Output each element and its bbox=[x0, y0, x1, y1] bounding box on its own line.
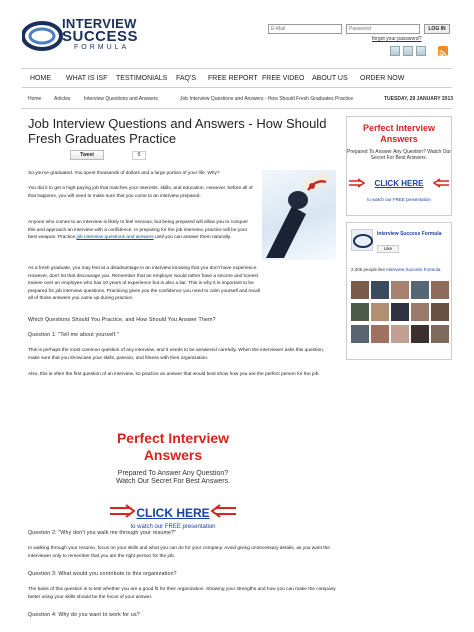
tweet-button[interactable]: Tweet bbox=[70, 150, 104, 160]
breadcrumb-articles[interactable]: Articles bbox=[54, 96, 71, 102]
question-heading: Question 3: What would you contribute to this organization? bbox=[28, 571, 177, 577]
fan-avatar[interactable] bbox=[431, 325, 449, 343]
sidebar-ad-subtitle: Prepared To Answer Any Question? Watch Our Secret For Best Answers. bbox=[347, 149, 451, 161]
article-paragraph: Anyone who comes to an interview is likely to feel nervous, but being prepared will allow you to conquer this and approach an interview with a confidence. In preparing for the job interview, practice will be your best weapon. Practice job interview questions and answers until you can answer them naturally. bbox=[28, 220, 248, 241]
graduation-image bbox=[262, 170, 336, 260]
forgot-password-link[interactable]: forgot your password? bbox=[372, 36, 422, 42]
fan-avatar[interactable] bbox=[391, 303, 409, 321]
fan-avatar[interactable] bbox=[411, 325, 429, 343]
logo-line-3: FORMULA bbox=[74, 44, 130, 51]
fan-avatar[interactable] bbox=[371, 325, 389, 343]
question-heading: Question 1: "Tell me about yourself." bbox=[28, 332, 119, 338]
article-paragraph: You did it to get a high-paying job that matches your interests, skills, and education. However, before all of that happens, you will need to make sure that you come to an interview prepared. bbox=[28, 186, 253, 199]
fan-avatar[interactable] bbox=[431, 303, 449, 321]
login-button[interactable]: LOG IN bbox=[424, 24, 450, 34]
print-icon[interactable] bbox=[416, 46, 426, 56]
bookmark-icon[interactable] bbox=[403, 46, 413, 56]
main-nav bbox=[22, 68, 452, 88]
fan-avatar[interactable] bbox=[411, 303, 429, 321]
article-title: Job Interview Questions and Answers - How Should Fresh Graduates Practice bbox=[28, 116, 327, 146]
question-heading: Question 2: "Why don't you walk me through your resume?" bbox=[28, 530, 177, 536]
fan-avatar[interactable] bbox=[391, 281, 409, 299]
job-interview-link[interactable]: job interview questions and answers bbox=[76, 235, 154, 241]
nav-item-free-video[interactable]: FREE VIDEO bbox=[262, 75, 305, 82]
fan-avatar[interactable] bbox=[351, 303, 369, 321]
question-heading: Question 4: Why do you want to work for us? bbox=[28, 612, 140, 618]
fan-avatar[interactable] bbox=[431, 281, 449, 299]
article-paragraph: As a fresh graduate, you may feel at a disadvantage in an interview knowing that you don't have experience. However, don't let that discourage you. Remember that an employer would rather have a sincere and honest trainee over an employee who has 10 years of experience but is also a liar. This is why it is important to be prepared for job interview questions. Practicing gives you the confidence you need to calm yourself and recall all of those answers you came up during practice. bbox=[28, 266, 260, 302]
section-heading: Which Questions Should You Practice, and How Should You Answer Them? bbox=[28, 317, 216, 323]
breadcrumb-home[interactable]: Home bbox=[28, 96, 42, 102]
nav-item-order-now[interactable]: ORDER NOW bbox=[360, 75, 405, 82]
ad-subtitle: Prepared To Answer Any Question? Watch Our Secret For Best Answers. bbox=[115, 470, 231, 485]
current-date: TUESDAY, 29 JANUARY 2013 bbox=[384, 96, 454, 102]
nav-item-what-is-isf[interactable]: WHAT IS ISF bbox=[66, 75, 108, 82]
facebook-page-logo[interactable] bbox=[351, 229, 373, 251]
nav-item-about-us[interactable]: ABOUT US bbox=[312, 75, 348, 82]
fan-avatar[interactable] bbox=[411, 281, 429, 299]
tweet-count: 0 bbox=[132, 151, 146, 160]
fan-avatar[interactable] bbox=[351, 325, 369, 343]
facebook-page-name[interactable]: Interview Success Formula bbox=[377, 231, 442, 237]
fan-avatar[interactable] bbox=[391, 325, 409, 343]
email-field[interactable] bbox=[268, 24, 342, 34]
nav-item-faqs[interactable]: FAQ'S bbox=[176, 75, 197, 82]
breadcrumb bbox=[22, 93, 452, 107]
article-paragraph: In walking through your resume, focus on your skills and what you can do for your company. Avoid giving unnecessary details, as you want the interviewer only to remember that you are the right person for the job. bbox=[28, 546, 330, 559]
divider bbox=[22, 108, 452, 109]
fan-avatar[interactable] bbox=[371, 303, 389, 321]
ad-title: Perfect Interview Answers bbox=[116, 430, 230, 463]
breadcrumb-category[interactable]: Interview Questions and Answers bbox=[84, 96, 158, 102]
article-paragraph: This is perhaps the most common question of any interview, and it needs to be answered carefully. When the interviewer asks this question, make sure that you showcase your skills, passion, and fitness with their organization. bbox=[28, 348, 325, 361]
content-ad-banner[interactable] bbox=[108, 422, 238, 530]
sidebar-ad-cta[interactable]: CLICK HERE bbox=[374, 179, 424, 188]
article-paragraph: Also, this is often the first question of an interview, so practice an answer that would best show how you are the perfect person for the job. bbox=[28, 372, 320, 377]
article-paragraph: The basis of this question is to test whether you are a good fit for their organization. Showing your strengths and how you can make the company better using your skills should be the focus of your answer. bbox=[28, 587, 336, 600]
sidebar-ad-banner[interactable] bbox=[346, 116, 452, 216]
facebook-page-link[interactable]: Interview Success Formula. bbox=[386, 267, 442, 272]
site-logo[interactable] bbox=[22, 14, 162, 58]
facebook-like-button[interactable]: Like bbox=[377, 245, 399, 253]
logo-line-1: INTERVIEW bbox=[62, 16, 137, 31]
facebook-like-box bbox=[346, 222, 452, 360]
article-paragraph: So you've graduated. You spent thousands of dollars and a large portion of your life. Why? bbox=[28, 171, 220, 176]
fan-avatar[interactable] bbox=[371, 281, 389, 299]
nav-item-testimonials[interactable]: TESTIMONIALS bbox=[116, 75, 168, 82]
site-header bbox=[0, 0, 474, 68]
fan-avatar[interactable] bbox=[351, 281, 369, 299]
nav-item-free-report[interactable]: FREE REPORT bbox=[208, 75, 258, 82]
sidebar-ad-footer: to watch our FREE presentation bbox=[367, 197, 431, 202]
facebook-like-count: 2,405 people like Interview Success Formula. bbox=[351, 267, 442, 272]
ad-footer: to watch our FREE presentation bbox=[130, 524, 216, 530]
ad-cta-link[interactable]: CLICK HERE bbox=[136, 506, 210, 520]
share-icon[interactable] bbox=[390, 46, 400, 56]
password-field[interactable] bbox=[346, 24, 420, 34]
nav-item-home[interactable]: HOME bbox=[30, 75, 51, 82]
sidebar-ad-title: Perfect Interview Answers bbox=[362, 123, 436, 144]
logo-line-2: SUCCESS bbox=[62, 28, 139, 45]
breadcrumb-current: Job Interview Questions and Answers - How Should Fresh Graduates Practice bbox=[180, 96, 354, 102]
rss-icon[interactable] bbox=[438, 46, 448, 56]
